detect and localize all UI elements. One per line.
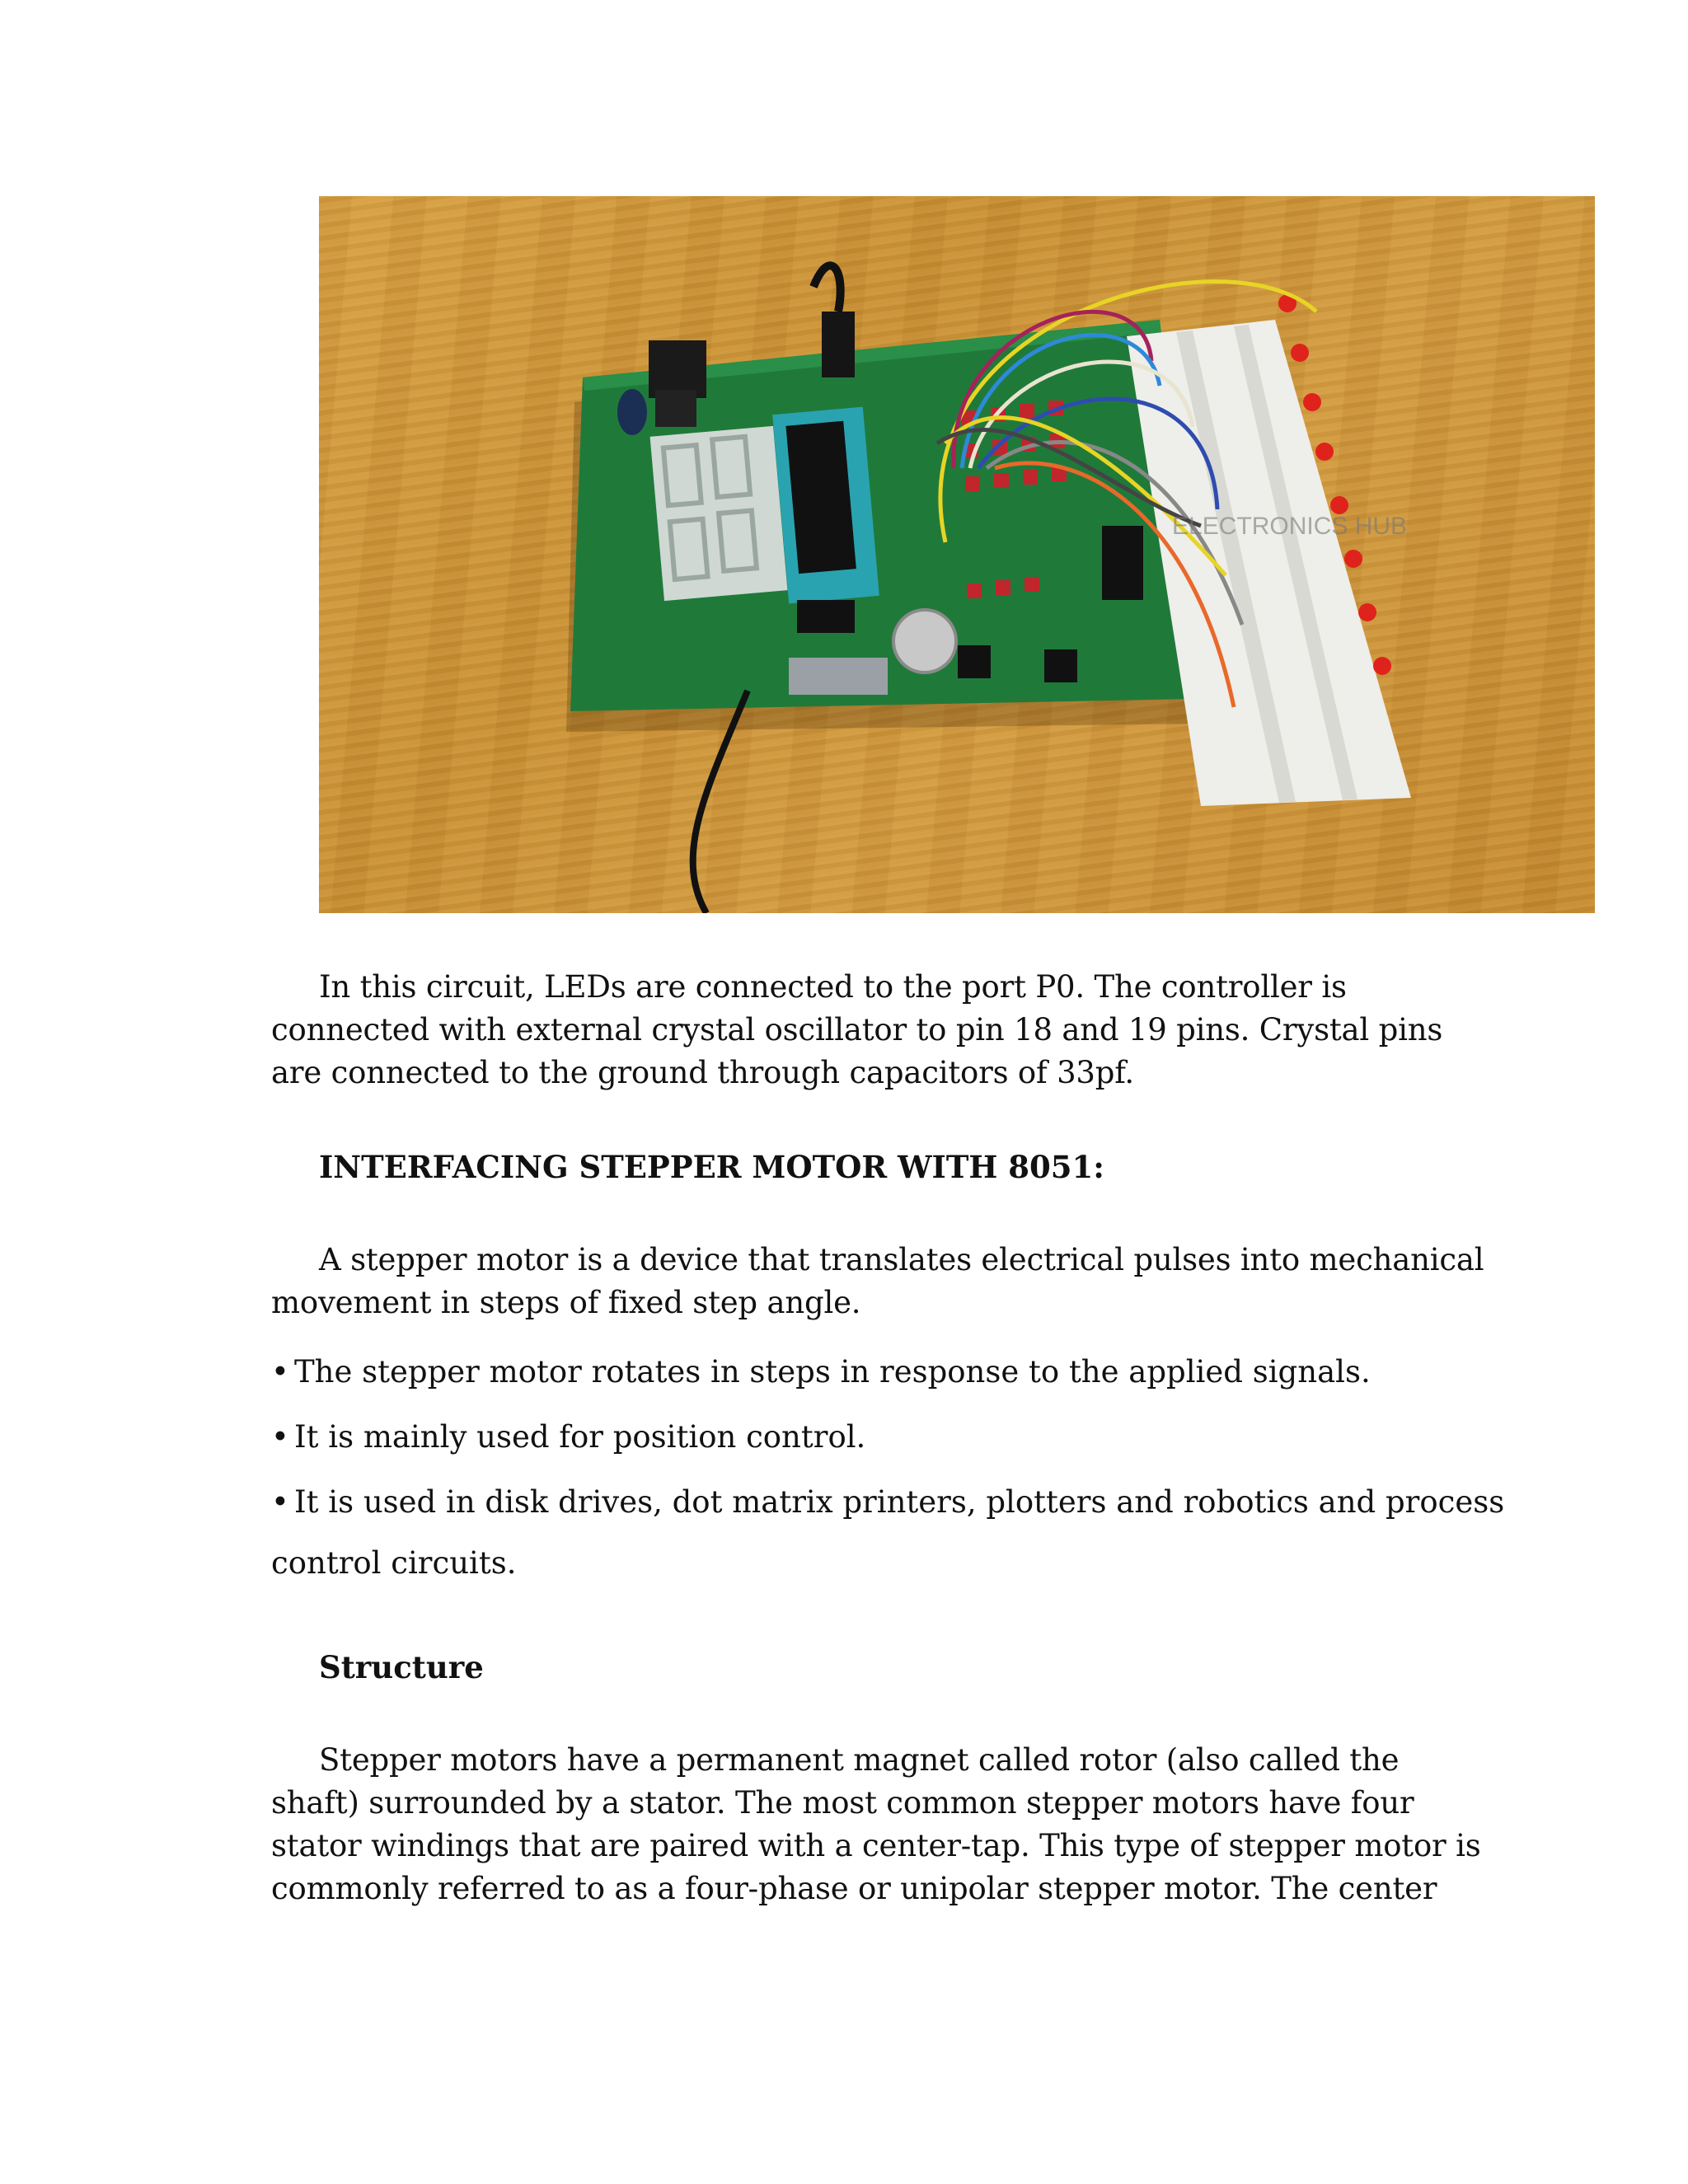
paragraph-stepper-intro: A stepper motor is a device that translates electrical pulses into mechanical movement in steps of fixed step angle. — [271, 1242, 1484, 1320]
circuit-photo — [319, 196, 1595, 913]
watermark-text: ELECTRONICS HUB — [1172, 513, 1408, 540]
bullet-item — [271, 1342, 1507, 1403]
heading-interfacing: INTERFACING STEPPER MOTOR WITH 8051: — [319, 1149, 1104, 1185]
paragraph-structure: Stepper motors have a permanent magnet called rotor (also called the shaft) surrounded by a stator. The most common stepper motors have four stator windings that are paired with a center-tap. This type of stepper motor is commonly referred to as a four-phase or unipolar stepper motor. The center — [271, 1742, 1481, 1906]
bullet-symbol: • — [271, 1354, 289, 1390]
paragraph-circuit: In this circuit, LEDs are connected to the port P0. The controller is connected with external crystal oscillator to pin 18 and 19 pins. Crystal pins are connected to the ground through capacitors of 33pf. — [271, 969, 1443, 1090]
bullet-text: It is mainly used for position control. — [294, 1419, 866, 1455]
bullet-text: The stepper motor rotates in steps in response to the applied signals. — [294, 1354, 1371, 1390]
bullet-symbol: • — [271, 1419, 289, 1455]
bullet-item — [271, 1407, 1507, 1468]
heading-structure: Structure — [319, 1649, 484, 1685]
bullet-text: It is used in disk drives, dot matrix printers, plotters and robotics and process control circuits. — [271, 1484, 1505, 1581]
bullet-item — [271, 1472, 1507, 1594]
bullet-symbol: • — [271, 1484, 289, 1520]
